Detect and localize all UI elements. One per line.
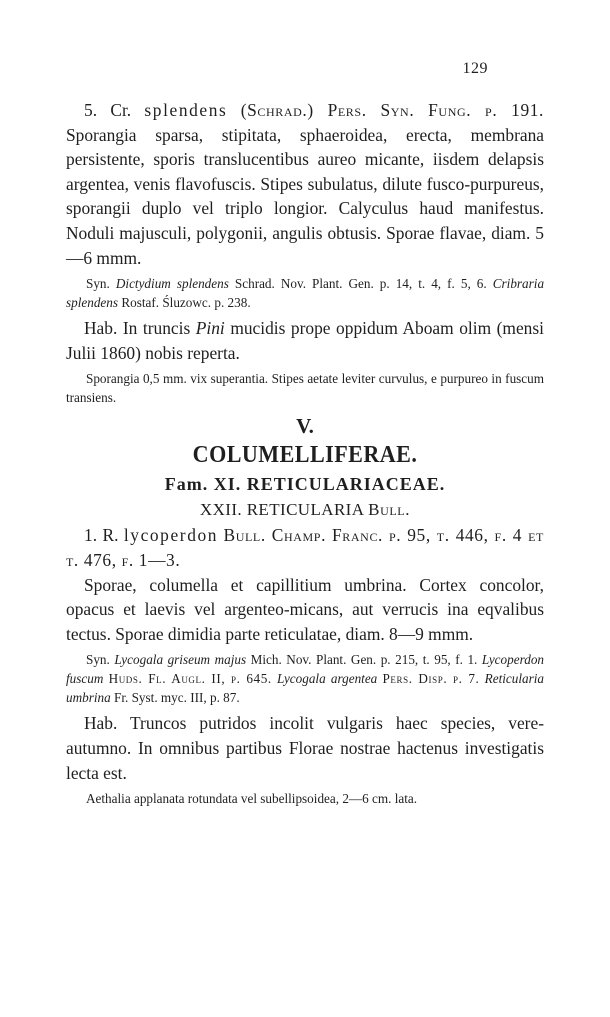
syn-name: Cribraria splendens <box>66 276 545 311</box>
species-number: 5. <box>84 100 98 120</box>
section-number: V. <box>296 414 314 439</box>
syn-reference: Huds. Fl. Augl. II, p. 645. <box>108 671 272 687</box>
synonymy <box>66 274 544 312</box>
genus-abbreviation: Cr. <box>110 100 132 120</box>
text-column <box>66 98 544 808</box>
species-authority: Bull. Champ. Franc. p. 95, t. 446, f. 4 et t. 476, f. 1—3. <box>66 525 544 570</box>
habitat <box>66 316 544 365</box>
species-note: Aethalia applanata rotundata vel subellipsoidea, 2—6 cm. lata. <box>86 791 418 807</box>
hab-text: Truncos putridos incolit vulgaris haec species, vere-autumno. In omnibus partibus Florae nostrae hactenus investigatis lecta est. <box>66 713 544 783</box>
species-name: lycoperdon <box>123 525 219 546</box>
syn-name: Lycoperdon fuscum <box>66 652 545 687</box>
species-5-heading <box>66 98 544 270</box>
page-number: 129 <box>462 60 488 77</box>
genus-authority: Bull. <box>368 500 411 520</box>
hab-label: Hab. <box>84 713 118 734</box>
species-1-heading <box>66 523 544 572</box>
genus-title <box>66 497 544 523</box>
syn-reference: Pers. Disp. p. 7. <box>382 671 480 687</box>
hab-text: mucidis prope oppidum Aboam olim (mensi Julii 1860) nobis reperta. <box>66 318 544 363</box>
synonymy <box>66 650 544 707</box>
order-title: COLUMELLIFERAE. <box>192 442 418 469</box>
species-name: splendens <box>144 100 228 120</box>
syn-name: Lycogala argentea <box>277 671 378 687</box>
family-title: Fam. XI. RETICULARIACEAE. <box>164 474 446 495</box>
hab-host: Pini <box>195 318 225 339</box>
syn-reference: Mich. Nov. Plant. Gen. p. 215, t. 95, f. 1. <box>250 652 478 668</box>
syn-label: Syn. <box>86 652 110 668</box>
habitat <box>66 711 544 785</box>
hab-text: In truncis <box>122 318 191 339</box>
species-number: 1. <box>84 525 98 546</box>
syn-name: Reticularia umbrina <box>66 671 544 706</box>
hab-label: Hab. <box>84 318 118 339</box>
genus-abbreviation: R. <box>102 525 119 546</box>
syn-label: Syn. <box>86 276 110 292</box>
syn-reference: Rostaf. Śluzowc. p. 238. <box>121 295 251 311</box>
species-note: Sporangia 0,5 mm. vix superantia. Stipes aetate leviter curvulus, e purpureo in fuscum transiens. <box>66 371 544 406</box>
syn-reference: Fr. Syst. myc. III, p. 87. <box>114 690 240 706</box>
syn-name: Dictydium splendens <box>115 276 229 292</box>
species-authority: (Schrad.) Pers. Syn. Fung. p. 191. <box>240 100 544 120</box>
syn-name: Lycogala griseum majus <box>114 652 247 668</box>
species-description: Sporangia sparsa, stipitata, sphaeroidea, erecta, membrana persistente, sporis translucentibus aureo micante, iisdem delapsis argentea, venis flavofuscis. Stipes subulatus, dilute fusco-purpureus, sporangii duplo vel triplo longior. Calyculus haud manifestus. Noduli majusculi, polygonii, angulis obtusis. Sporae flavae, diam. 5—6 mmm. <box>66 124 544 268</box>
syn-reference: Schrad. Nov. Plant. Gen. p. 14, t. 4, f. 5, 6. <box>234 276 487 292</box>
species-description: Sporae, columella et capillitium umbrina. Cortex concolor, opacus et laevis vel argenteo-micans, aut verrucis ina eqvalibus tectus. Sporae dimidia parte reticulatae, diam. 8—9 mmm. <box>66 574 544 644</box>
genus-name: XXII. RETICULARIA <box>199 500 364 520</box>
